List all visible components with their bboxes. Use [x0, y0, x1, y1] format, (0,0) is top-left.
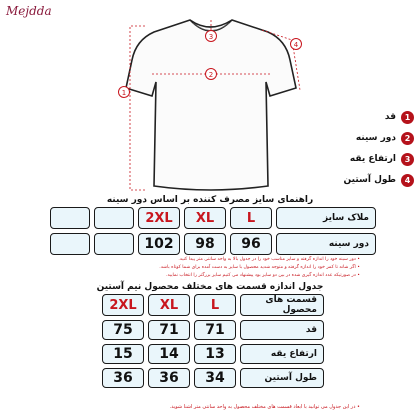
table-cell-empty — [50, 207, 90, 229]
size-header: L — [194, 294, 236, 316]
legend-label: ارتفاع یقه — [349, 154, 396, 164]
table-row — [50, 207, 376, 229]
number-badge-icon: 1 — [401, 111, 414, 124]
legend-item — [264, 171, 414, 189]
marker-3-icon — [206, 31, 217, 42]
product-dimensions-title: جدول اندازه قسمت های مختلف محصول نیم آستین — [96, 282, 324, 292]
marker-4-icon — [291, 39, 302, 50]
table-cell-value: 14 — [148, 344, 190, 364]
table-cell-empty — [94, 233, 134, 255]
table-cell-value: 15 — [102, 344, 144, 364]
table-row — [50, 233, 376, 255]
size-header: XL — [148, 294, 190, 316]
table-cell-empty — [94, 207, 134, 229]
table-cell-value: 34 — [194, 368, 236, 388]
legend-label: دور سینه — [355, 133, 396, 143]
table-cell-value: 96 — [230, 233, 272, 255]
table-cell-value: 36 — [148, 368, 190, 388]
measurement-legend — [264, 108, 414, 192]
svg-text:2: 2 — [208, 71, 214, 79]
table-row-label: قد — [240, 320, 324, 340]
note-line: • در صورتیکه عدد اندازه گیری شده در بین دو سایز بود پیشنهاد می کنیم سایز بزرگتر را انتخاب نمایید. — [166, 273, 360, 278]
table-cell-value: 36 — [102, 368, 144, 388]
table-header-label: ملاک سایز — [276, 207, 376, 229]
table-row — [102, 368, 324, 388]
table-row-label: دور سینه — [276, 233, 376, 255]
number-badge-icon: 3 — [401, 153, 414, 166]
marker-2-icon — [206, 69, 217, 80]
marker-1-icon — [119, 87, 130, 98]
note-line: • اگر شانه تا کمر خود را اندازه گرفته و متوجه شدید محصول با سایز به دست آمده برای شما کوتاه باشد. — [159, 265, 360, 270]
number-badge-icon: 2 — [401, 132, 414, 145]
size-header: XL — [184, 207, 226, 229]
size-header: L — [230, 207, 272, 229]
svg-text:4: 4 — [293, 41, 299, 49]
table-cell-empty — [50, 233, 90, 255]
table-row-label: طول آستین — [240, 368, 324, 388]
legend-label: طول آستین — [343, 175, 396, 185]
size-notes — [60, 256, 360, 280]
table-row — [102, 320, 324, 340]
product-dimensions-table — [98, 290, 328, 392]
note-line: • دور سینه خود را اندازه گرفته و سایز مناسب خود را در جدول بالا به واحد سانتی متر پیدا کنید. — [178, 257, 360, 262]
chest-size-table — [46, 203, 380, 259]
table-cell-value: 71 — [194, 320, 236, 340]
legend-item — [264, 108, 414, 126]
legend-item — [264, 150, 414, 168]
legend-item — [264, 129, 414, 147]
legend-label: قد — [384, 112, 396, 122]
table-cell-value: 75 — [102, 320, 144, 340]
number-badge-icon: 4 — [401, 174, 414, 187]
table-row — [102, 344, 324, 364]
table-cell-value: 71 — [148, 320, 190, 340]
footer-note: • در این جدول می توانید با ابعاد قسمت های مختلف محصول به واحد سانتی متر آشنا شوید. — [169, 404, 360, 410]
table-row-label: ارتفاع یقه — [240, 344, 324, 364]
svg-text:3: 3 — [208, 33, 214, 41]
table-cell-value: 102 — [138, 233, 180, 255]
size-header: 2XL — [102, 294, 144, 316]
table-cell-value: 98 — [184, 233, 226, 255]
size-header: 2XL — [138, 207, 180, 229]
table-row — [102, 294, 324, 316]
table-header-label: قسمت های محصول — [240, 294, 324, 316]
svg-text:1: 1 — [121, 89, 127, 97]
size-guide-title: راهنمای سایز مصرف کننده بر اساس دور سینه — [106, 195, 314, 205]
brand-logo: Mejdda — [6, 4, 52, 18]
table-cell-value: 13 — [194, 344, 236, 364]
